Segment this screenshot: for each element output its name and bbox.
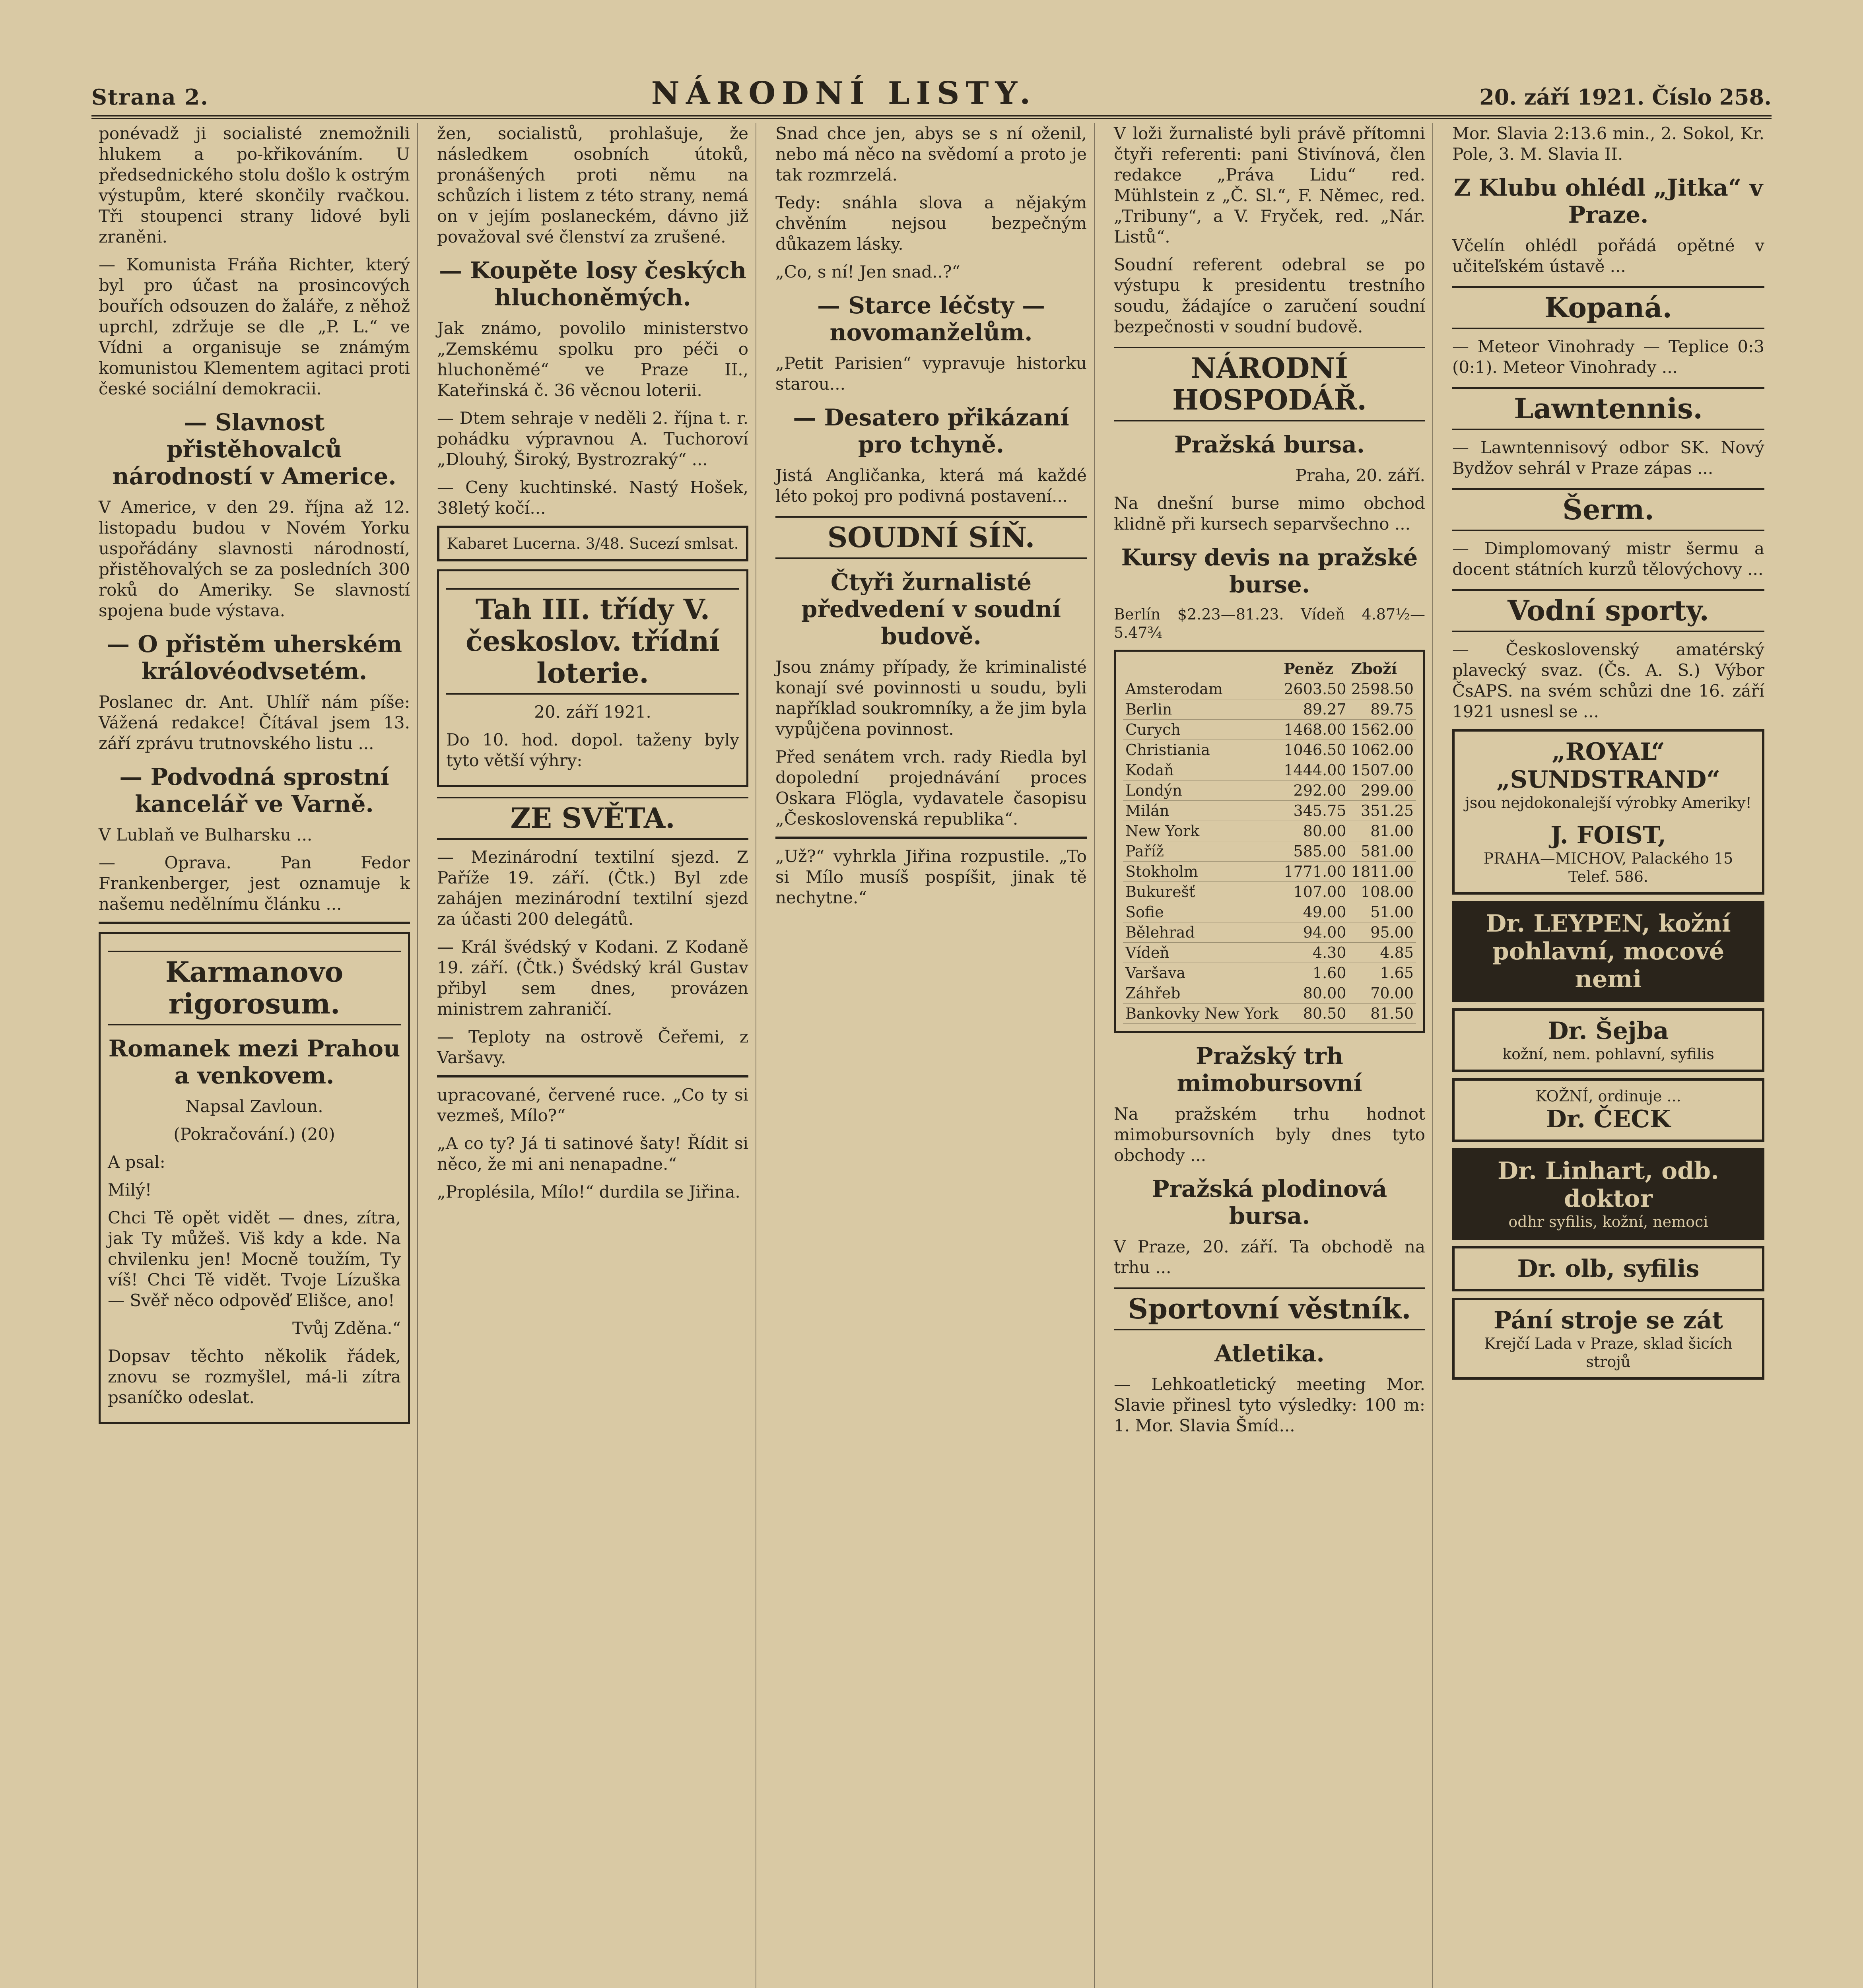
exchange-value: 1811.00 bbox=[1349, 862, 1416, 882]
article-text: Na dnešní burse mimo obchod klidně při kursech separvšechno ... bbox=[1114, 493, 1425, 534]
section-heading: ZE SVĚTA. bbox=[437, 797, 748, 840]
article-heading: Pražský trh mimobursovní bbox=[1177, 1043, 1362, 1097]
currency-name: Záhřeb bbox=[1123, 983, 1281, 1004]
feuilleton-author: Napsal Zavloun. bbox=[185, 1097, 323, 1116]
exchange-value: 2598.50 bbox=[1349, 679, 1416, 699]
article-heading: Atletika. bbox=[1214, 1340, 1325, 1367]
table-row bbox=[1123, 943, 1416, 963]
exchange-value: 2603.50 bbox=[1281, 679, 1348, 699]
advert-title: Dr. Linhart, odb. doktor bbox=[1498, 1157, 1719, 1213]
feuilleton-text: „Proplésila, Mílo!“ durdila se Jiřina. bbox=[437, 1182, 740, 1202]
article-text: Soudní referent odebral se po výstupu k presidentu trestního soudu, žádajíce o zaručení soudní bezpečnosti v soudní budově. bbox=[1114, 255, 1425, 336]
table-row bbox=[1123, 963, 1416, 983]
lottery-date: 20. září 1921. bbox=[534, 702, 651, 722]
currency-name: Paříž bbox=[1123, 841, 1281, 862]
article-text: Snad chce jen, abys se s ní oženil, nebo má něco na svědomí a proto je tak rozmrzelá. bbox=[775, 124, 1087, 184]
advert-title: Pání stroje se zát bbox=[1493, 1307, 1723, 1334]
advert-title: J. FOIST, bbox=[1550, 821, 1666, 849]
article-text: — Král švédský v Kodani. Z Kodaně 19. září. (Čtk.) Švédský král Gustav přibyl sem dnes, provázen ministrem zahraničí. bbox=[437, 937, 748, 1019]
currency-name: Bankovky New York bbox=[1123, 1004, 1281, 1024]
advert-title: Dr. olb, syfilis bbox=[1517, 1255, 1700, 1283]
feuilleton-text: Milý! bbox=[108, 1180, 152, 1200]
article-heading: Kursy devis na pražské burse. bbox=[1121, 544, 1418, 598]
article-text: „Petit Parisien“ vypravuje historku starou... bbox=[775, 353, 1087, 394]
advert-linhart bbox=[1452, 1148, 1764, 1240]
currency-name: Sofie bbox=[1123, 902, 1281, 922]
article-heading: — O přistěm uherském královéodvsetém. bbox=[107, 631, 402, 685]
feuilleton-text: Chci Tě opět vidět — dnes, zítra, jak Ty můžeš. Viš kdy a kde. Na chvilenku jen! Mocně toužím, Ty víš! Chci Tě vidět. Tvoje Lízuška — Svěř něco odpověď Elišce, ano! bbox=[108, 1208, 401, 1310]
exchange-table bbox=[1123, 659, 1416, 1024]
exchange-value: 89.27 bbox=[1281, 699, 1348, 720]
advert-title: Dr. LEYPEN, kožní pohlavní, mocové nemi bbox=[1486, 910, 1731, 993]
table-row bbox=[1123, 902, 1416, 922]
table-row bbox=[1123, 780, 1416, 801]
advert-text: PRAHA—MICHOV, Palackého 15 Telef. 586. bbox=[1483, 850, 1733, 885]
exchange-value: 1507.00 bbox=[1349, 760, 1416, 780]
column-1 bbox=[91, 123, 418, 1988]
article-date: Praha, 20. září. bbox=[1295, 466, 1425, 485]
exchange-value: 81.00 bbox=[1349, 821, 1416, 841]
table-row bbox=[1123, 862, 1416, 882]
article-text: Mor. Slavia 2:13.6 min., 2. Sokol, Kr. Pole, 3. M. Slavia II. bbox=[1452, 124, 1764, 164]
advert-sejba bbox=[1452, 1008, 1764, 1072]
advert-box bbox=[437, 526, 748, 561]
table-row bbox=[1123, 699, 1416, 720]
article-text: ponévadž ji socialisté znemožnili hlukem a po-křikováním. U předsednického stolu došlo k ostrým výstupům, které skončily rvačkou. Tři stoupenci strany lidové byli zraněni. bbox=[99, 124, 410, 247]
feuilleton-text: „Už?“ vyhrkla Jiřina rozpustile. „To si Mílo musíš pospíšit, jinak tě nechytne.“ bbox=[775, 846, 1087, 907]
advert-title: „SUNDSTRAND“ bbox=[1496, 766, 1720, 794]
table-row bbox=[1123, 983, 1416, 1004]
advert-text: kožní, nem. pohlavní, syfilis bbox=[1502, 1045, 1714, 1063]
exchange-value: 108.00 bbox=[1349, 882, 1416, 902]
masthead: NÁRODNÍ LISTY. bbox=[651, 75, 1037, 111]
article-heading: — Podvodná sprostní kancelář ve Varně. bbox=[119, 763, 389, 817]
exchange-table-box bbox=[1114, 650, 1425, 1033]
article-heading: — Koupěte losy českých hluchoněmých. bbox=[439, 257, 747, 311]
exchange-value: 4.30 bbox=[1281, 943, 1348, 963]
article-text: V loži žurnalisté byli právě přítomni čtyři referenti: pani Stivínová, člen redakce „Práva Lidu“ red. Mühlstein z „Č. Sl.“, F. Němec, red. „Tribuny“, a V. Fryček, red. „Nár. Listů“. bbox=[1114, 124, 1425, 247]
currency-name: Milán bbox=[1123, 801, 1281, 821]
article-heading: Čtyři žurnalisté předvedení v soudní budově. bbox=[801, 569, 1061, 650]
exchange-value: 1.60 bbox=[1281, 963, 1348, 983]
advert-title: Dr. ČECK bbox=[1546, 1105, 1671, 1133]
exchange-value: 581.00 bbox=[1349, 841, 1416, 862]
advert-text: odhr syfilis, kožní, nemoci bbox=[1508, 1213, 1708, 1231]
column-2 bbox=[430, 123, 756, 1988]
advert-text: Krejčí Lada v Praze, sklad šicích strojů bbox=[1484, 1335, 1733, 1371]
currency-name: Stokholm bbox=[1123, 862, 1281, 882]
article-heading: Z Klubu ohlédl „Jitka“ v Praze. bbox=[1453, 174, 1763, 228]
currency-name: Bělehrad bbox=[1123, 922, 1281, 943]
exchange-value: 4.85 bbox=[1349, 943, 1416, 963]
feuilleton-title: Karmanovo rigorosum. bbox=[108, 951, 401, 1025]
article-text: V Lublaň ve Bulharsku ... bbox=[99, 825, 313, 845]
section-heading: NÁRODNÍ HOSPODÁŘ. bbox=[1114, 347, 1425, 421]
article-text: — Dtem sehraje v neděli 2. října t. r. pohádku výpravnou A. Tuchoroví „Dlouhý, Široký, Bystrozraký“ ... bbox=[437, 408, 748, 469]
feuilleton-subtitle: Romanek mezi Prahou a venkovem. bbox=[108, 1035, 400, 1089]
table-row bbox=[1123, 841, 1416, 862]
page-header bbox=[91, 72, 1772, 119]
exchange-value: 80.50 bbox=[1281, 1004, 1348, 1024]
table-row bbox=[1123, 922, 1416, 943]
exchange-value: 89.75 bbox=[1349, 699, 1416, 720]
article-text: — Ceny kuchtinské. Nastý Hošek, 38letý kočí... bbox=[437, 478, 748, 518]
exchange-value: 1771.00 bbox=[1281, 862, 1348, 882]
exchange-value: 292.00 bbox=[1281, 780, 1348, 801]
exchange-value: 299.00 bbox=[1349, 780, 1416, 801]
feuilleton bbox=[99, 932, 410, 1424]
exchange-value: 95.00 bbox=[1349, 922, 1416, 943]
column-4 bbox=[1107, 123, 1433, 1988]
article-text: — Teploty na ostrově Čeřemi, z Varšavy. bbox=[437, 1027, 748, 1067]
article-text: žen, socialistů, prohlašuje, že následkem osobních útoků, pronášených proti němu na schůzích i listem z této strany, nemá on v jejím poslaneckém, dávno již považoval své členství za zrušené. bbox=[437, 124, 748, 247]
feuilleton-text: „A co ty? Já ti satinové šaty! Řídit si něco, že mi ani nenapadne.“ bbox=[437, 1134, 748, 1174]
date-issue: 20. září 1921. Číslo 258. bbox=[1479, 84, 1772, 110]
currency-name: Kodaň bbox=[1123, 760, 1281, 780]
article-heading: — Starce léčsty — novomanželům. bbox=[817, 292, 1045, 346]
exchange-table-body bbox=[1123, 679, 1416, 1024]
section-heading: Vodní sporty. bbox=[1452, 589, 1764, 632]
feuilleton-text: A psal: bbox=[108, 1152, 165, 1172]
advert-title: „ROYAL“ bbox=[1552, 738, 1665, 766]
columns bbox=[91, 123, 1772, 1988]
exchange-value: 585.00 bbox=[1281, 841, 1348, 862]
feuilleton-continuation: (Pokračování.) (20) bbox=[173, 1124, 335, 1144]
table-header: Peněz bbox=[1281, 659, 1348, 679]
advert-royal bbox=[1452, 729, 1764, 895]
article-text: — Komunista Fráňa Richter, který byl pro účast na prosincových bouřích odsouzen do žaláře, z něhož uprchl, zdržuje se dle „P. L.“ ve Vídni a organisuje se známým komunistou Klementem agitaci proti české sociální demokracii. bbox=[99, 255, 410, 398]
article-heading: Pražská plodinová bursa. bbox=[1152, 1175, 1387, 1229]
advert-pece bbox=[1452, 1298, 1764, 1380]
table-row bbox=[1123, 882, 1416, 902]
article-text: — Lehkoatletický meeting Mor. Slavie přinesl tyto výsledky: 100 m: 1. Mor. Slavia Šmíd... bbox=[1114, 1375, 1425, 1435]
article-text: Jak známo, povolilo ministerstvo „Zemskému spolku pro péči o hluchoněmé“ ve Praze II., Kateřinská č. 36 věcnou loterii. bbox=[437, 318, 748, 400]
exchange-value: 80.00 bbox=[1281, 821, 1348, 841]
section-heading: Sportovní věstník. bbox=[1114, 1287, 1425, 1330]
article-text: — Československý amatérský plavecký svaz. (Čs. A. S.) Výbor ČsAPS. na svém schůzi dne 16. září 1921 usnesl se ... bbox=[1452, 640, 1764, 721]
exchange-value: 1.65 bbox=[1349, 963, 1416, 983]
article-text: Tedy: snáhla slova a nějakým chvěním nejsou bezpečným důkazem lásky. bbox=[775, 193, 1087, 254]
article-text: Před senátem vrch. rady Riedla byl dopolední projednávání proces Oskara Flögla, vydavatele časopisu „Československá republika“. bbox=[775, 747, 1087, 829]
advert-text: Kabaret Lucerna. 3/48. Sucezí smlsat. bbox=[447, 535, 739, 552]
article-text: Včelín ohlédl pořádá opětné v učiteľském ústavě ... bbox=[1452, 236, 1764, 276]
exchange-value: 1062.00 bbox=[1349, 740, 1416, 760]
exchange-value: 1468.00 bbox=[1281, 720, 1348, 740]
article-text: — Lawntennisový odbor SK. Nový Bydžov sehrál v Praze zápas ... bbox=[1452, 438, 1764, 478]
table-row bbox=[1123, 1004, 1416, 1024]
currency-name: New York bbox=[1123, 821, 1281, 841]
article-text: Na pražském trhu hodnot mimobursovních byly dnes tyto obchody ... bbox=[1114, 1104, 1425, 1165]
table-row bbox=[1123, 720, 1416, 740]
article-text: — Meteor Vinohrady — Teplice 0:3 (0:1). Meteor Vinohrady ... bbox=[1452, 337, 1764, 377]
article-heading: — Slavnost přistěhovalců národností v Americe. bbox=[112, 409, 396, 490]
currency-name: Varšava bbox=[1123, 963, 1281, 983]
exchange-value: 351.25 bbox=[1349, 801, 1416, 821]
article-text: Jistá Angličanka, která má každé léto pokoj pro podivná postavení... bbox=[775, 466, 1087, 506]
table-header-row bbox=[1123, 659, 1416, 679]
divider bbox=[99, 922, 410, 924]
article-text: — Mezinárodní textilní sjezd. Z Paříže 19. září. (Čtk.) Byl zde zahájen mezinárodní textilní sjezd za účasti 200 delegátů. bbox=[437, 847, 748, 929]
article-text: Poslanec dr. Ant. Uhlíř nám píše: Vážená redakce! Čítával jsem 13. září zprávu trutnovského listu ... bbox=[99, 692, 410, 753]
exchange-value: 80.00 bbox=[1281, 983, 1348, 1004]
currency-name: Curych bbox=[1123, 720, 1281, 740]
article-heading: Pražská bursa. bbox=[1174, 431, 1365, 458]
article-text: Berlín $2.23—81.23. Vídeň 4.87½—5.47¾ bbox=[1114, 606, 1425, 641]
lottery-text: Do 10. hod. dopol. taženy byly tyto větší výhry: bbox=[446, 730, 739, 770]
advert-title: Dr. Šejba bbox=[1548, 1017, 1669, 1045]
exchange-value: 49.00 bbox=[1281, 902, 1348, 922]
advert-olb bbox=[1452, 1246, 1764, 1291]
column-3 bbox=[768, 123, 1095, 1988]
lottery-title: Tah III. třídy V. českoslov. třídní loterie. bbox=[446, 588, 739, 695]
table-row bbox=[1123, 740, 1416, 760]
exchange-value: 81.50 bbox=[1349, 1004, 1416, 1024]
table-row bbox=[1123, 821, 1416, 841]
exchange-value: 94.00 bbox=[1281, 922, 1348, 943]
table-row bbox=[1123, 801, 1416, 821]
currency-name: Vídeň bbox=[1123, 943, 1281, 963]
exchange-value: 1046.50 bbox=[1281, 740, 1348, 760]
exchange-value: 107.00 bbox=[1281, 882, 1348, 902]
exchange-value: 1562.00 bbox=[1349, 720, 1416, 740]
advert-leypen bbox=[1452, 901, 1764, 1002]
column-5 bbox=[1445, 123, 1772, 1988]
exchange-value: 70.00 bbox=[1349, 983, 1416, 1004]
feuilleton-text: Tvůj Zděna.“ bbox=[292, 1318, 401, 1338]
exchange-value: 1444.00 bbox=[1281, 760, 1348, 780]
currency-name: Londýn bbox=[1123, 780, 1281, 801]
section-heading: Šerm. bbox=[1452, 488, 1764, 531]
section-heading: SOUDNÍ SÍŇ. bbox=[775, 516, 1087, 559]
article-text: V Praze, 20. září. Ta obchodě na trhu ... bbox=[1114, 1237, 1425, 1277]
currency-name: Amsterodam bbox=[1123, 679, 1281, 699]
exchange-value: 345.75 bbox=[1281, 801, 1348, 821]
advert-text: KOŽNÍ, ordinuje ... bbox=[1535, 1087, 1681, 1105]
article-text: „Co, s ní! Jen snad..?“ bbox=[775, 262, 960, 282]
section-heading: Lawntennis. bbox=[1452, 387, 1764, 430]
feuilleton-text: upracované, červené ruce. „Co ty si vezmeš, Mílo?“ bbox=[437, 1085, 748, 1125]
advert-text: jsou nejdokonalejší výrobky Ameriky! bbox=[1465, 794, 1752, 812]
divider bbox=[437, 1075, 748, 1077]
article-text: — Oprava. Pan Fedor Frankenberger, jest oznamuje k našemu nedělnímu článku ... bbox=[99, 853, 410, 914]
currency-name: Berlin bbox=[1123, 699, 1281, 720]
article-text: V Americe, v den 29. října až 12. listopadu budou v Novém Yorku uspořádány slavnosti národností, přistěhovalých se za posledních 300 roků do Ameriky. Se slavností spojena bude výstava. bbox=[99, 497, 410, 620]
currency-name: Bukurešť bbox=[1123, 882, 1281, 902]
table-header bbox=[1123, 659, 1281, 679]
table-header: Zboží bbox=[1349, 659, 1416, 679]
article-heading: — Desatero přikázaní pro tchyně. bbox=[793, 404, 1069, 458]
lottery-box bbox=[437, 569, 748, 787]
exchange-value: 51.00 bbox=[1349, 902, 1416, 922]
currency-name: Christiania bbox=[1123, 740, 1281, 760]
divider bbox=[775, 837, 1087, 839]
advert-kozni bbox=[1452, 1078, 1764, 1142]
table-row bbox=[1123, 760, 1416, 780]
article-text: — Dimplomovaný mistr šermu a docent státních kurzů tělovýchovy ... bbox=[1452, 539, 1764, 579]
feuilleton-text: Dopsav těchto několik řádek, znovu se rozmyšlel, má-li zítra psaníčko odeslat. bbox=[108, 1346, 401, 1407]
table-row bbox=[1123, 679, 1416, 699]
page-number: Strana 2. bbox=[91, 84, 209, 110]
section-heading: Kopaná. bbox=[1452, 286, 1764, 329]
article-text: Jsou známy případy, že kriminalisté konají své povinnosti u soudu, byli například soukromníky, a že jim byla vypůjčena povinnost. bbox=[775, 657, 1087, 739]
